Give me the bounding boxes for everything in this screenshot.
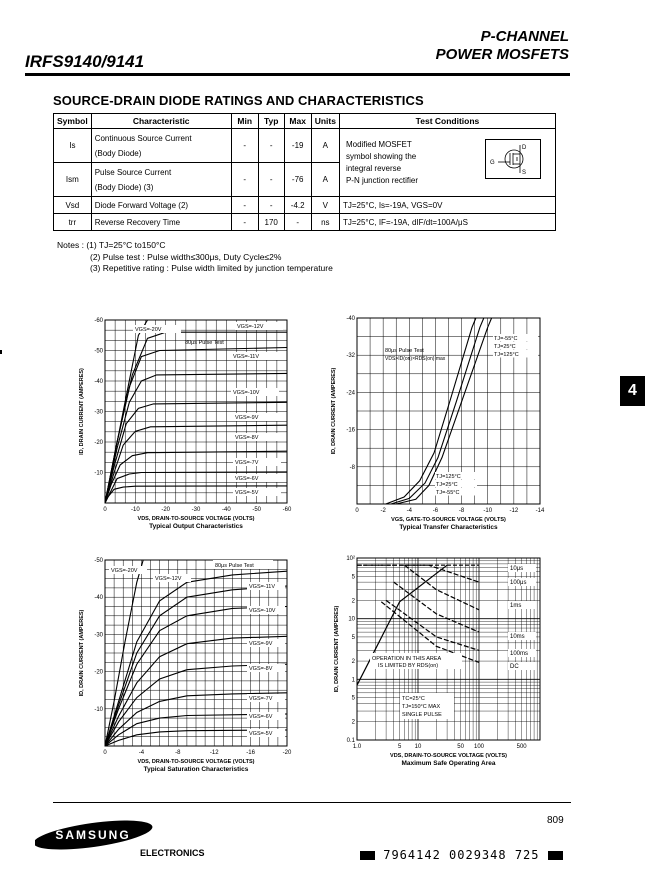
cell-typ: -: [258, 163, 284, 197]
x-tick-label: -20: [161, 507, 171, 513]
x-tick-label: -10: [483, 508, 493, 514]
series-label: VGS=-8V: [249, 666, 273, 672]
ratings-table: [53, 113, 556, 231]
y-tick-label: -8: [349, 464, 355, 471]
cell-characteristic: [91, 163, 231, 197]
y-tick-label: 0.1: [346, 738, 355, 744]
series-label: VGS=-20V: [135, 327, 162, 333]
section-title: SOURCE-DRAIN DIODE RATINGS AND CHARACTERISTICS: [53, 93, 424, 108]
y-tick-label: -40: [94, 379, 103, 385]
note-1: (1) TJ=25°C to150°C: [86, 240, 166, 250]
x-tick-label: 1.0: [352, 744, 362, 750]
table-header-row: [54, 114, 556, 129]
code-block-left: [360, 851, 375, 860]
series-label: 1ms: [510, 603, 522, 609]
cell-max: -4.2: [284, 197, 311, 214]
cell-symbol: Vsd: [54, 197, 92, 214]
header-rule: [25, 73, 570, 76]
cell-units: A: [311, 163, 339, 197]
condition-label: TJ=150°C MAX: [402, 704, 441, 710]
note-3: (3) Repetitive rating : Pulse width limited by junction temperature: [90, 263, 333, 273]
cell-max: -: [284, 214, 311, 231]
y-tick-label: -10: [94, 706, 103, 713]
header-title-line2: POWER MOSFETS: [435, 46, 569, 63]
y-tick-label: -40: [94, 595, 103, 602]
code-block-right: [548, 851, 563, 860]
legend-label: TJ=-55°C: [436, 490, 460, 496]
chart-title: Typical Saturation Characteristics: [143, 766, 249, 773]
x-tick-label: -6: [432, 508, 439, 514]
x-tick-label: -50: [252, 507, 262, 513]
table-row: [54, 214, 556, 231]
x-tick-label: -20: [282, 750, 292, 756]
y-tick-label: -20: [94, 440, 103, 446]
series-label: 100μs: [510, 580, 527, 586]
note-2: (2) Pulse test : Pulse width≤300μs, Duty Cycle≤2%: [90, 251, 282, 262]
series-label: VGS=-6V: [235, 476, 259, 482]
notes: [57, 240, 333, 275]
x-tick-label: -4: [406, 508, 412, 514]
x-tick-label: -2: [380, 508, 386, 514]
x-tick-label: 0: [103, 750, 107, 756]
series-label: 100ms: [510, 651, 529, 657]
cell-units: V: [311, 197, 339, 214]
y-tick-label: 5: [351, 574, 355, 581]
header-title-line1: P-CHANNEL: [480, 28, 569, 45]
col-header: Units: [311, 114, 339, 129]
cond-line: P-N junction rectifier: [345, 175, 418, 185]
cell-typ: -: [258, 129, 284, 163]
annotation: 80μs Pulse Test: [185, 340, 224, 346]
series-label: VGS=-7V: [235, 460, 259, 466]
samsung-logo: [35, 820, 158, 850]
saturation-characteristics-chart: [55, 552, 305, 782]
series-label: VGS=-12V: [237, 324, 264, 330]
cond-line: symbol showing the: [345, 151, 417, 161]
footer-rule: [53, 802, 571, 803]
x-tick-label: 50: [457, 744, 464, 750]
cell-min: -: [231, 163, 258, 197]
cell-max: -76: [284, 163, 311, 197]
series-label: VGS=-8V: [235, 435, 259, 441]
y-axis-title: ID, DRAIN CURRENT (AMPERES): [334, 605, 340, 693]
document-code: [360, 848, 563, 862]
table-row: [54, 197, 556, 214]
y-tick-label: -30: [94, 632, 103, 639]
condition-label: TC=25°C: [402, 696, 425, 702]
y-tick-label: -60: [94, 318, 103, 324]
cell-symbol: trr: [54, 214, 92, 231]
cell-test-conditions: [339, 129, 555, 197]
cell-max: -19: [284, 129, 311, 163]
cell-typ: 170: [258, 214, 284, 231]
cell-characteristic: [91, 129, 231, 163]
y-tick-label: 10: [348, 616, 355, 623]
cell-min: -: [231, 197, 258, 214]
logo-text: SAMSUNG: [55, 828, 131, 842]
series-label: VGS=-10V: [249, 608, 276, 614]
cond-line: integral reverse: [345, 163, 402, 173]
x-tick-label: -8: [458, 508, 465, 514]
table-row: [54, 129, 556, 163]
cell-characteristic: Reverse Recovery Time: [91, 214, 231, 231]
y-tick-label: -30: [94, 409, 103, 416]
cond-line: Modified MOSFET: [345, 139, 412, 149]
y-tick-label: -10: [94, 470, 103, 477]
chart-title: Typical Transfer Characteristics: [399, 524, 498, 531]
col-header: Test Conditions: [339, 114, 555, 129]
x-tick-label: -30: [191, 507, 201, 513]
x-tick-label: -10: [130, 507, 140, 513]
safe-operating-area-chart: [330, 552, 550, 782]
x-tick-label: -16: [246, 750, 255, 756]
char-line: (Body Diode) (3): [94, 182, 154, 192]
cell-characteristic: Diode Forward Voltage (2): [91, 197, 231, 214]
y-axis-title: ID, DRAIN CURRENT (AMPERES): [331, 367, 337, 455]
y-tick-label: -40: [346, 316, 355, 322]
series-label: VGS=-10V: [233, 390, 260, 396]
cell-test-conditions: TJ=25°C, Is=-19A, VGS=0V: [339, 197, 555, 214]
cell-units: ns: [311, 214, 339, 231]
annotation: IS LIMITED BY RDS(on): [378, 663, 439, 669]
y-tick-label: 10²: [346, 556, 355, 562]
cell-min: -: [231, 214, 258, 231]
col-header: Min: [231, 114, 258, 129]
col-header: Characteristic: [91, 114, 231, 129]
y-tick-label: 2: [351, 719, 355, 726]
code-text: 7964142 0029348 725: [383, 848, 540, 862]
y-tick-label: -16: [346, 427, 355, 434]
y-axis-title: ID, DRAIN CURRENT (AMPERES): [79, 609, 85, 697]
col-header: Symbol: [54, 114, 92, 129]
cell-typ: -: [258, 197, 284, 214]
chart-title: Maximum Safe Operating Area: [401, 760, 496, 767]
brand-subtitle: ELECTRONICS: [140, 848, 205, 858]
x-axis-title: VGS, GATE-TO-SOURCE VOLTAGE (VOLTS): [391, 517, 506, 523]
y-tick-label: 1: [351, 677, 355, 684]
legend-label: TJ=125°C: [436, 474, 461, 480]
chart-title: Typical Output Characteristics: [149, 523, 243, 530]
legend-label: TJ=25°C: [436, 482, 458, 488]
mosfet-symbol: [485, 139, 541, 179]
y-tick-label: -24: [346, 390, 355, 397]
series-label: VGS=-11V: [233, 354, 260, 360]
source-label: S: [522, 170, 527, 176]
char-line: Continuous Source Current: [94, 133, 192, 143]
x-tick-label: -60: [282, 507, 292, 513]
output-characteristics-chart: [55, 312, 305, 537]
notes-label: Notes :: [57, 240, 84, 250]
margin-mark: [0, 350, 2, 354]
y-tick-label: 2: [351, 598, 355, 605]
y-tick-label: 5: [351, 695, 355, 702]
col-header: Typ: [258, 114, 284, 129]
x-axis-title: VDS, DRAIN-TO-SOURCE VOLTAGE (VOLTS): [137, 516, 255, 522]
cell-min: -: [231, 129, 258, 163]
annotation: VDS>ID(on)×RDS(on) max: [385, 356, 446, 362]
x-axis-title: VDS, DRAIN-TO-SOURCE VOLTAGE (VOLTS): [137, 759, 255, 765]
series-label: VGS=-20V: [111, 568, 138, 574]
condition-label: SINGLE PULSE: [402, 712, 442, 718]
gate-label: G: [490, 160, 495, 166]
cell-symbol: Is: [54, 129, 92, 163]
x-tick-label: -12: [209, 750, 219, 756]
x-tick-label: 10: [414, 744, 422, 750]
x-tick-label: 0: [355, 508, 359, 514]
x-axis-title: VDS, DRAIN-TO-SOURCE VOLTAGE (VOLTS): [390, 753, 507, 759]
transfer-characteristics-chart: [330, 312, 550, 537]
y-tick-label: 2: [351, 659, 355, 666]
cell-units: A: [311, 129, 339, 163]
series-line: [405, 565, 480, 610]
series-label: 10ms: [510, 634, 525, 640]
y-tick-label: 5: [351, 634, 355, 641]
legend-label: TJ=125°C: [494, 352, 519, 358]
annotation: 80μs Pulse Test: [385, 348, 424, 354]
x-tick-label: -40: [221, 507, 231, 513]
char-line: (Body Diode): [94, 148, 142, 158]
col-header: Max: [284, 114, 311, 129]
drain-label: D: [522, 145, 527, 151]
mosfet-symbol-icon: [486, 140, 540, 178]
part-number: IRFS9140/9141: [25, 52, 145, 71]
y-tick-label: -50: [94, 348, 103, 355]
cell-test-conditions: TJ=25°C, IF=-19A, dIF/dt=100A/μS: [339, 214, 555, 231]
cell-symbol: Ism: [54, 163, 92, 197]
section-tab: 4: [620, 376, 645, 406]
y-tick-label: -32: [346, 353, 355, 360]
legend-label: TJ=-55°C: [494, 336, 518, 342]
y-tick-label: -20: [94, 669, 103, 676]
series-label: VGS=-6V: [249, 714, 273, 720]
x-tick-label: -8: [175, 750, 181, 756]
series-label: DC: [510, 664, 519, 670]
x-tick-label: -4: [138, 750, 145, 756]
page-number: 809: [547, 815, 564, 826]
x-tick-label: 0: [103, 507, 107, 513]
series-label: VGS=-11V: [249, 584, 276, 590]
series-label: VGS=-9V: [235, 415, 259, 421]
series-label: 10μs: [510, 566, 524, 572]
x-tick-label: 5: [397, 744, 402, 750]
y-axis-title: ID, DRAIN CURRENT (AMPERES): [79, 368, 85, 455]
annotation: 80μs Pulse Test: [215, 563, 254, 569]
char-line: Pulse Source Current: [94, 167, 172, 177]
legend-label: TJ=25°C: [494, 344, 516, 350]
x-tick-label: -12: [509, 508, 519, 514]
x-tick-label: 100: [473, 744, 485, 750]
series-label: VGS=-12V: [155, 576, 182, 582]
annotation: OPERATION IN THIS AREA: [372, 656, 442, 662]
x-tick-label: -14: [535, 508, 545, 514]
y-tick-label: -50: [94, 558, 103, 564]
series-label: VGS=-9V: [249, 641, 273, 647]
series-label: VGS=-5V: [249, 731, 273, 737]
x-tick-label: 500: [516, 744, 527, 750]
series-label: VGS=-7V: [249, 696, 273, 702]
series-label: VGS=-5V: [235, 490, 259, 496]
